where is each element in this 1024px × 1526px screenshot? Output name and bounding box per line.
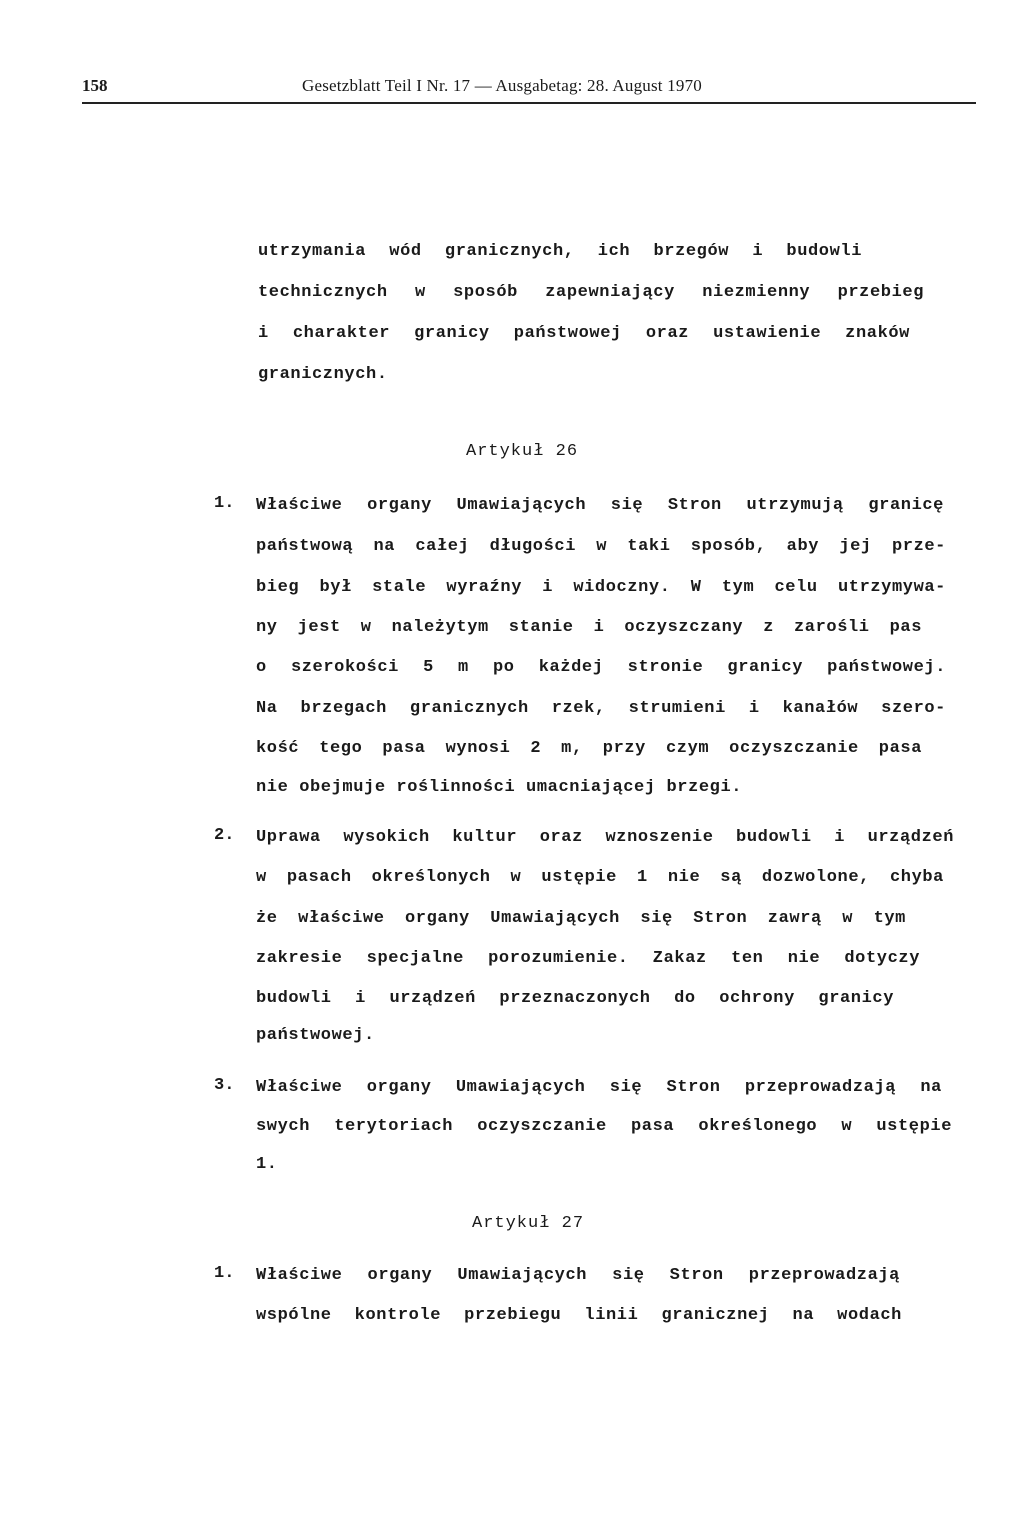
- text-line: o szerokości 5 m po każdej stronie granicy państwowej.: [256, 658, 946, 677]
- text-line: Właściwe organy Umawiających się Stron utrzymują granicę: [256, 496, 944, 515]
- text-line: wspólne kontrole przebiegu linii granicznej na wodach: [256, 1306, 902, 1325]
- paragraph-number: 1.: [214, 1264, 235, 1283]
- running-title: Gesetzblatt Teil I Nr. 17 — Ausgabetag: 28. August 1970: [302, 76, 702, 95]
- text-line: nie obejmuje roślinności umacniającej brzegi.: [256, 778, 743, 797]
- text-line: bieg był stale wyraźny i widoczny. W tym celu utrzymywa-: [256, 578, 946, 597]
- paragraph-number: 3.: [214, 1076, 235, 1095]
- text-line: kość tego pasa wynosi 2 m, przy czym oczyszczanie pasa: [256, 739, 922, 758]
- text-line: Właściwe organy Umawiających się Stron przeprowadzają na: [256, 1078, 942, 1097]
- text-line: utrzymania wód granicznych, ich brzegów i budowli: [258, 242, 862, 261]
- text-line: państwową na całej długości w taki sposób, aby jej prze-: [256, 537, 946, 556]
- article-heading: Artykuł 26: [466, 442, 579, 461]
- text-line: budowli i urządzeń przeznaczonych do ochrony granicy: [256, 989, 894, 1008]
- page-number: 158: [82, 76, 108, 95]
- page-header: [82, 70, 976, 104]
- paragraph-number: 1.: [214, 494, 235, 513]
- text-line: technicznych w sposób zapewniający niezmienny przebieg: [258, 283, 924, 302]
- text-line: ny jest w należytym stanie i oczyszczany z zarośli pas: [256, 618, 922, 637]
- text-line: że właściwe organy Umawiających się Stron zawrą w tym: [256, 909, 906, 928]
- text-line: w pasach określonych w ustępie 1 nie są dozwolone, chyba: [256, 868, 944, 887]
- text-line: państwowej.: [256, 1026, 375, 1045]
- paragraph-number: 2.: [214, 826, 235, 845]
- text-line: Uprawa wysokich kultur oraz wznoszenie budowli i urządzeń: [256, 828, 954, 847]
- text-line: granicznych.: [258, 365, 388, 384]
- text-line: i charakter granicy państwowej oraz ustawienie znaków: [258, 324, 910, 343]
- text-line: 1.: [256, 1155, 278, 1174]
- text-line: Na brzegach granicznych rzek, strumieni i kanałów szero-: [256, 699, 946, 718]
- article-heading: Artykuł 27: [472, 1214, 585, 1233]
- text-line: swych terytoriach oczyszczanie pasa określonego w ustępie: [256, 1117, 952, 1136]
- text-line: zakresie specjalne porozumienie. Zakaz ten nie dotyczy: [256, 949, 920, 968]
- text-line: Właściwe organy Umawiających się Stron przeprowadzają: [256, 1266, 900, 1285]
